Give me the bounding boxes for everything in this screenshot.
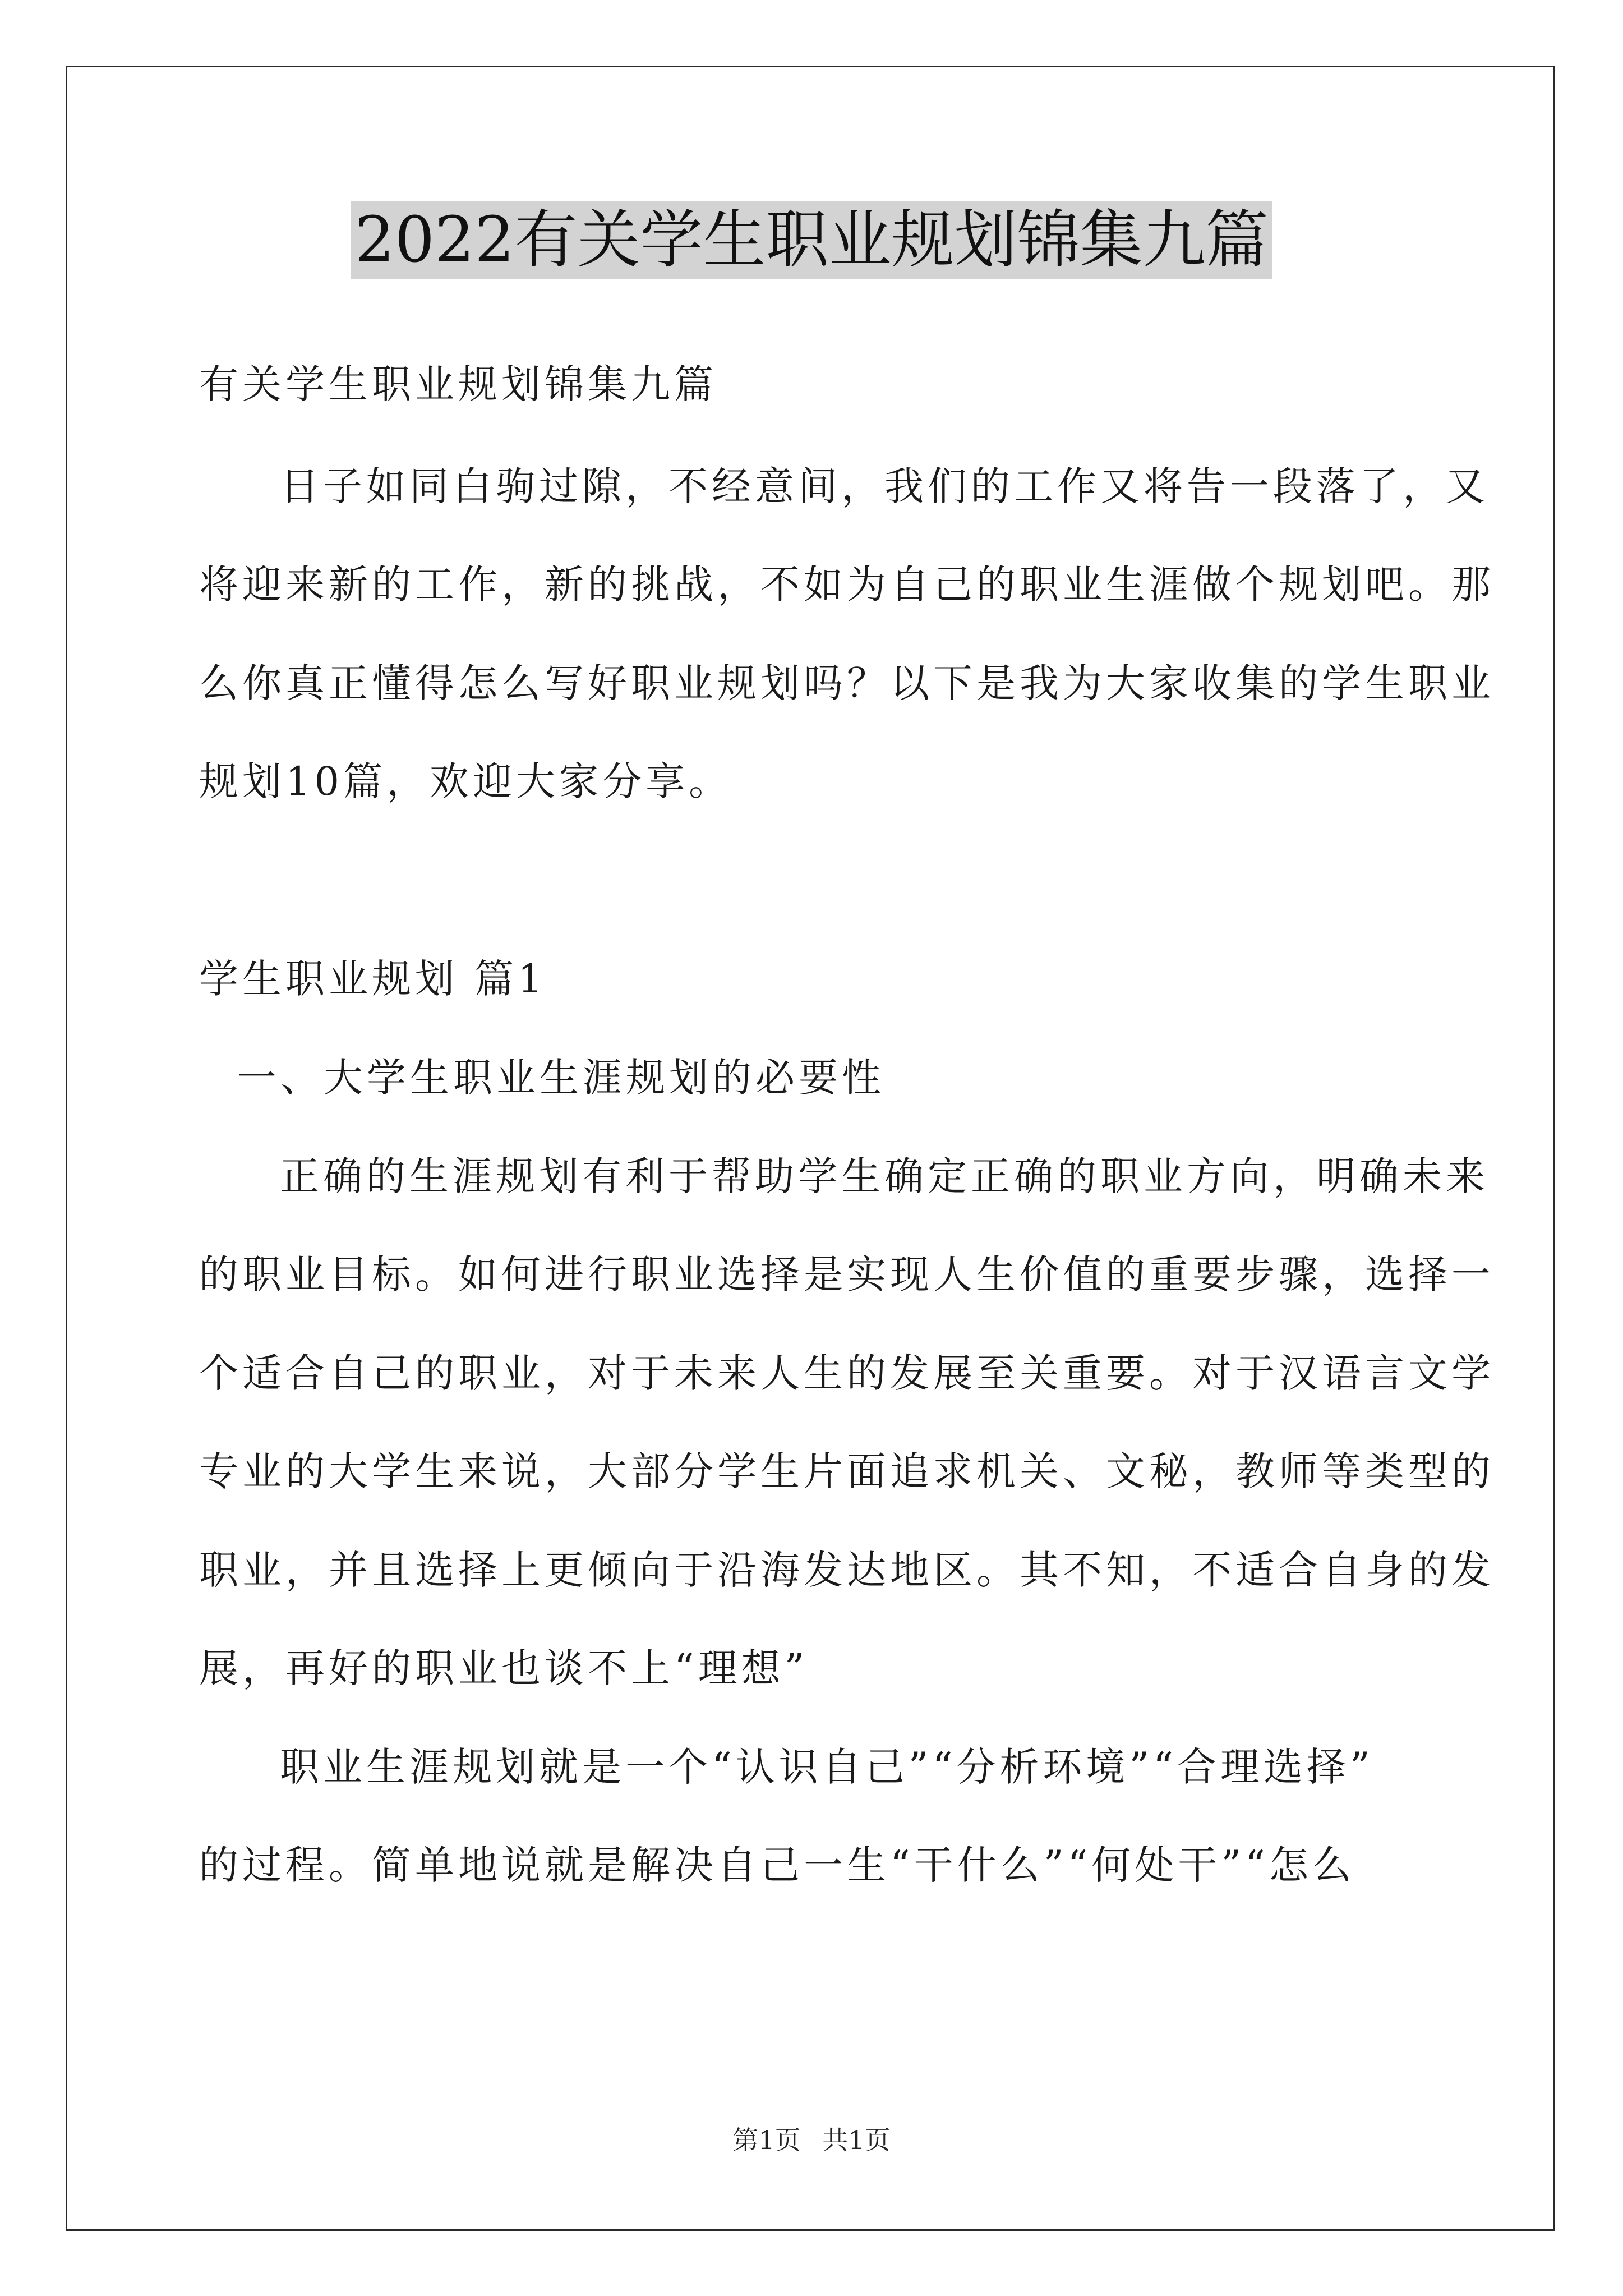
intro-line-2: 将迎来新的工作，新的挑战，不如为自己的职业生涯做个规划吧。那 bbox=[199, 562, 1495, 608]
intro-line-3: 么你真正懂得怎么写好职业规划吗？以下是我为大家收集的学生职业 bbox=[199, 660, 1495, 706]
para2-line-1: 职业生涯规划就是一个“认识自己”“分析环境”“合理选择” bbox=[280, 1744, 1374, 1790]
page-number: 第1页 bbox=[732, 2125, 801, 2155]
page-total: 共1页 bbox=[822, 2125, 891, 2155]
document-subtitle: 有关学生职业规划锦集九篇 bbox=[199, 361, 717, 407]
para1-line-6: 展，再好的职业也谈不上“理想” bbox=[199, 1645, 809, 1691]
para1-line-4: 专业的大学生来说，大部分学生片面追求机关、文秘，教师等类型的 bbox=[199, 1448, 1495, 1494]
intro-line-1: 日子如同白驹过隙，不经意间，我们的工作又将告一段落了，又 bbox=[280, 463, 1489, 509]
title-wrap bbox=[0, 201, 1623, 279]
para1-line-3: 个适合自己的职业，对于未来人生的发展至关重要。对于汉语言文学 bbox=[199, 1350, 1495, 1396]
document-title: 2022有关学生职业规划锦集九篇 bbox=[351, 201, 1271, 279]
para1-line-5: 职业，并且选择上更倾向于沿海发达地区。其不知，不适合自身的发 bbox=[199, 1547, 1495, 1593]
subheading: 一、大学生职业生涯规划的必要性 bbox=[237, 1055, 885, 1101]
intro-line-4: 规划10篇，欢迎大家分享。 bbox=[199, 758, 732, 804]
para1-line-2: 的职业目标。如何进行职业选择是实现人生价值的重要步骤，选择一 bbox=[199, 1251, 1495, 1297]
page-footer bbox=[0, 2123, 1623, 2157]
para2-line-2: 的过程。简单地说就是解决自己一生“干什么”“何处干”“怎么 bbox=[199, 1842, 1355, 1888]
section-heading: 学生职业规划 篇1 bbox=[199, 956, 547, 1002]
para1-line-1: 正确的生涯规划有利于帮助学生确定正确的职业方向，明确未来 bbox=[280, 1153, 1489, 1199]
